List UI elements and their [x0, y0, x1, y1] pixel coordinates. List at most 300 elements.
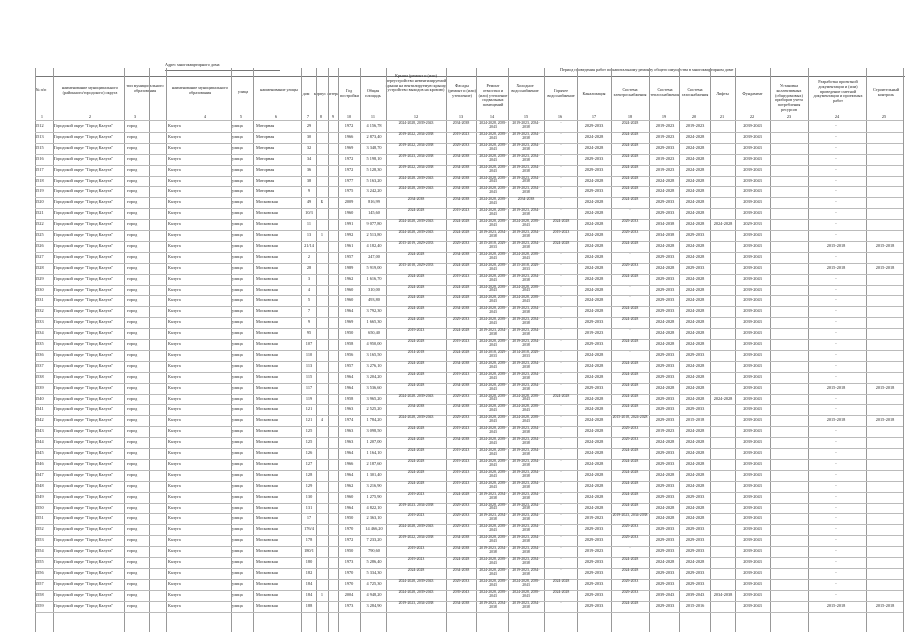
table-cell-n: 1551: [35, 516, 44, 521]
table-cell-r2: 2029-2033: [452, 524, 470, 529]
table-cell-r2: 2029-2033: [452, 502, 470, 507]
table-cell-a: 790,60: [368, 549, 380, 554]
table-cell-t: город: [127, 603, 138, 608]
table-cell-r8: 2019-2023: [655, 134, 675, 139]
table-cell-r7: 2015-2018, 2024-2028: [612, 415, 648, 420]
table-cell-r9: 2015-2016: [685, 603, 705, 608]
table-cell-r11: 2039-2043: [743, 243, 762, 248]
table-cell-h: 184: [305, 581, 313, 586]
table-cell-sn: Московская: [256, 560, 278, 564]
table-cell-mun: Городской округ "Город Калуга": [54, 592, 114, 597]
table-cell-r12: -: [835, 429, 837, 434]
table-cell-r4: 2019-2023, 2034-2038: [512, 306, 540, 315]
table-cell-y: 2004: [344, 592, 354, 597]
table-cell-t: город: [127, 592, 138, 597]
table-cell-sn: Московская: [256, 309, 278, 314]
table-cell-a: 3 276,10: [366, 363, 382, 368]
table-cell-a: 3 165,50: [366, 352, 382, 357]
table-cell-t: город: [127, 581, 138, 586]
table-cell-mun: Городской округ "Город Калуга": [54, 527, 114, 532]
table-cell-r3: 2024-2028, 2039-2043: [479, 567, 507, 576]
table-cell-r7: 2024-2028: [621, 393, 639, 398]
table-cell-r1: 2019-2023: [407, 557, 425, 561]
table-cell-k: 4: [320, 418, 324, 423]
table-cell-r6: 2024-2028: [584, 243, 604, 248]
table-cell-city: Калуга: [168, 440, 181, 445]
table-cell-r4: 2019-2023, 2034-2038: [512, 240, 540, 249]
table-cell-r4: 2019-2023, 2034-2038: [512, 273, 540, 282]
table-row: [0, 601, 905, 612]
table-cell-mun: Городской округ "Город Калуга": [54, 134, 114, 139]
table-cell-r9: 2024-2028: [685, 396, 705, 401]
column-number: 23: [786, 115, 792, 119]
table-cell-st: улица: [232, 429, 243, 434]
column-number: 22: [749, 115, 755, 119]
table-cell-mun: Городской округ "Город Калуга": [54, 243, 114, 248]
table-cell-r4: 2019-2023, 2034-2038: [512, 567, 540, 576]
table-cell-r6: 2029-2033: [584, 320, 604, 325]
table-cell-r3: 2024-2028, 2039-2043: [479, 469, 507, 478]
table-cell-r1: 2024-2028: [407, 480, 425, 485]
table-cell-r7: 2019-2023, 2034-2038: [612, 513, 648, 518]
table-cell-r1: 2019-2023: [407, 546, 425, 551]
table-cell-r2: 2024-2028: [452, 491, 470, 496]
table-cell-n: 1533: [35, 320, 44, 325]
table-cell-a: 310,00: [368, 287, 380, 292]
table-cell-r8: 2029-2033: [655, 418, 675, 423]
table-cell-st: улица: [232, 156, 243, 161]
table-cell-a: 1 275,90: [366, 494, 382, 499]
table-cell-r6: 2024-2028: [584, 233, 604, 237]
table-cell-city: Калуга: [168, 200, 181, 205]
table-cell-r7: -: [629, 546, 631, 551]
table-cell-sn: Московская: [256, 592, 278, 597]
table-cell-city: Калуга: [168, 527, 181, 532]
table-cell-r3: 2024-2028, 2039-2043: [479, 393, 507, 402]
col-header-hot-water: Горячее водоснабжение: [547, 88, 575, 98]
table-row: [0, 372, 905, 383]
col-header-street-name: наименование улицы: [260, 87, 298, 92]
column-number: 25: [881, 115, 887, 119]
table-cell-st: улица: [232, 560, 243, 564]
table-cell-a: 247,00: [368, 254, 380, 259]
table-cell-h: 182: [305, 570, 313, 575]
table-cell-r7: 2029-2033: [621, 589, 639, 594]
table-cell-r6: 2029-2033: [584, 603, 604, 608]
table-cell-h: 131: [305, 505, 313, 510]
table-cell-r13: 2015-2018: [875, 603, 895, 608]
table-cell-city: Калуга: [168, 363, 181, 368]
table-cell-r9: 2019-2023: [685, 124, 705, 128]
table-cell-r8: 2029-2033: [655, 451, 675, 455]
table-cell-t: город: [127, 265, 138, 270]
table-cell-n: 1536: [35, 352, 44, 357]
table-cell-sn: Московская: [256, 287, 278, 292]
table-cell-r11: 2039-2043: [743, 309, 762, 314]
table-cell-mun: Городской округ "Город Калуга": [54, 320, 114, 325]
table-cell-r7: 2024-2028: [621, 164, 639, 169]
table-cell-n: 1525: [35, 233, 44, 237]
table-cell-r4: 2019-2023, 2034-2038: [512, 164, 540, 173]
table-cell-a: 4 156,78: [366, 124, 382, 128]
table-cell-r1: 2024-2028: [407, 208, 425, 213]
table-cell-h: 128: [305, 472, 313, 477]
table-cell-city: Калуга: [168, 505, 181, 510]
table-cell-r2: 2034-2038: [452, 567, 470, 572]
table-cell-y: 1970: [344, 581, 354, 586]
table-cell-r6: 2024-2028: [584, 407, 604, 412]
table-cell-r2: 2034-2038: [452, 546, 470, 551]
table-cell-r2: 2024-2028: [452, 219, 470, 224]
table-cell-mun: Городской округ "Город Калуга": [54, 570, 114, 575]
table-cell-r9: 2024-2028: [685, 461, 705, 466]
table-cell-h: 2: [307, 254, 311, 259]
table-cell-y: 1977: [344, 178, 354, 183]
col-header-meters: Установка коллективных (общедомовых) приборов учета потребления ресурсов: [775, 83, 803, 113]
table-cell-h: 34: [306, 156, 312, 161]
table-cell-r1: 2024-2028: [407, 469, 425, 474]
table-cell-r9: 2024-2028: [685, 167, 705, 172]
table-row: [0, 503, 905, 514]
table-cell-city: Калуга: [168, 265, 181, 270]
table-cell-r12: -: [835, 145, 837, 150]
table-cell-r11: 2029-2033: [743, 222, 762, 227]
table-cell-r5: -: [560, 306, 562, 311]
table-cell-r11: 2039-2043: [743, 440, 762, 445]
table-cell-a: 3 965,20: [366, 396, 382, 401]
table-cell-t: город: [127, 276, 138, 281]
table-cell-n: 1548: [35, 483, 44, 488]
table-cell-r5: 2019-2023: [552, 230, 570, 234]
table-cell-r2: 2024-2028: [452, 262, 470, 267]
table-cell-r9: 2029-2033: [685, 527, 705, 532]
table-cell-sn: Московская: [256, 363, 278, 368]
table-cell-y: 1960: [344, 494, 354, 499]
table-cell-t: город: [127, 124, 138, 128]
table-cell-r12: -: [835, 309, 837, 314]
table-cell-r2: 2034-2038: [452, 175, 470, 180]
table-row: [0, 383, 905, 394]
table-cell-r12: -: [835, 254, 837, 259]
table-cell-r9: 2024-2028: [685, 222, 705, 227]
column-number: 1: [40, 115, 44, 119]
table-cell-r6: 2029-2033: [584, 385, 604, 390]
table-cell-city: Калуга: [168, 560, 181, 564]
table-cell-a: 3 098,50: [366, 429, 382, 434]
table-cell-r12: 2015-2018: [826, 265, 846, 270]
table-row: [0, 404, 905, 415]
table-cell-sn: Московская: [256, 200, 278, 205]
table-cell-y: 1964: [344, 374, 354, 379]
table-row: [0, 241, 905, 252]
table-cell-r3: 2024-2028, 2039-2043: [479, 426, 507, 435]
table-cell-r5: -: [560, 480, 562, 485]
table-cell-r11: 2039-2043: [743, 396, 762, 401]
table-cell-y: 1957: [344, 254, 354, 259]
table-cell-r6: 2024-2028: [584, 483, 604, 488]
table-cell-t: город: [127, 331, 138, 336]
table-cell-r6: 2029-2033: [584, 592, 604, 597]
table-cell-h: 95: [306, 331, 312, 336]
table-cell-r7: 2024-2028: [621, 306, 639, 311]
table-cell-h: 126: [305, 451, 313, 455]
table-cell-st: улица: [232, 516, 243, 521]
table-cell-r9: 2024-2028: [685, 451, 705, 455]
table-cell-y: 1972: [344, 167, 354, 172]
column-number: 14: [489, 115, 495, 119]
table-cell-r11: 2039-2043: [743, 560, 762, 564]
table-cell-y: 1957: [344, 363, 354, 368]
table-cell-n: 1552: [35, 527, 44, 532]
table-cell-n: 1545: [35, 451, 44, 455]
table-cell-n: 1535: [35, 342, 44, 346]
table-cell-y: 1964: [344, 451, 354, 455]
table-cell-st: улица: [232, 581, 243, 586]
table-cell-r11: 2039-2043: [743, 233, 762, 237]
table-cell-r7: 2024-2028: [621, 458, 639, 463]
table-cell-r5: -: [560, 458, 562, 463]
table-cell-r6: 2029-2033: [584, 570, 604, 575]
table-cell-r4: 2024-2028, 2039-2043: [512, 404, 540, 413]
table-cell-t: город: [127, 156, 138, 161]
col-header-electric: Система электроснабжения: [613, 87, 647, 97]
table-cell-r6: 2029-2033: [584, 560, 604, 564]
table-cell-sn: Московская: [256, 265, 278, 270]
table-cell-y: 1966: [344, 461, 354, 466]
table-cell-st: улица: [232, 352, 243, 357]
table-cell-t: город: [127, 385, 138, 390]
table-cell-r1: 2014-2018: [407, 349, 425, 354]
table-cell-r11: 2039-2043: [743, 276, 762, 281]
column-number: 9: [331, 115, 335, 119]
table-cell-y: 2009: [344, 200, 354, 205]
column-number: 5: [239, 115, 243, 119]
table-cell-a: 9 077,80: [366, 222, 382, 227]
table-cell-city: Калуга: [168, 124, 181, 128]
table-cell-r3: 2019-2023, 2034-2038: [479, 328, 507, 337]
table-cell-mun: Городской округ "Город Калуга": [54, 352, 114, 357]
table-cell-st: улица: [232, 592, 243, 597]
table-cell-r8: 2039-2043: [655, 592, 675, 597]
table-cell-y: 1992: [344, 233, 354, 237]
table-cell-st: улица: [232, 233, 243, 237]
table-cell-sn: Моторная: [256, 167, 275, 172]
table-cell-t: город: [127, 472, 138, 477]
table-row: [0, 306, 905, 317]
table-cell-r9: 2024-2028: [685, 472, 705, 477]
table-cell-r5: 2024-2028: [552, 589, 570, 594]
table-cell-city: Калуга: [168, 418, 181, 423]
table-cell-y: 1969: [344, 145, 354, 150]
table-cell-r6: 2024-2028: [584, 298, 604, 303]
table-cell-r3: 2014-2018, 2029-2033: [479, 349, 507, 358]
table-cell-n: 1558: [35, 592, 44, 597]
table-cell-city: Калуга: [168, 233, 181, 237]
table-cell-t: город: [127, 309, 138, 314]
table-cell-r7: -: [629, 284, 631, 289]
table-cell-r7: 2024-2028: [621, 186, 639, 191]
table-cell-r12: -: [835, 320, 837, 325]
table-cell-y: 1950: [344, 516, 354, 521]
table-cell-t: город: [127, 363, 138, 368]
table-cell-r4: 2019-2023, 2034-2038: [512, 491, 540, 500]
table-cell-mun: Городской округ "Город Калуга": [54, 200, 114, 205]
table-cell-st: улица: [232, 189, 243, 194]
group-label-address: Адрес многоквартирного дома: [165, 62, 220, 67]
table-cell-r9: 2024-2028: [685, 309, 705, 314]
table-cell-a: 145,60: [368, 211, 380, 216]
table-cell-r2: 2034-2038: [452, 121, 470, 125]
table-cell-r4: 2019-2023, 2034-2038: [512, 469, 540, 478]
table-cell-h: 10/3: [305, 211, 313, 216]
table-cell-r12: -: [835, 331, 837, 336]
table-cell-r6: 2024-2028: [584, 265, 604, 270]
table-row: [0, 295, 905, 306]
table-cell-mun: Городской округ "Город Калуга": [54, 494, 114, 499]
table-cell-a: 1 665,30: [366, 320, 382, 325]
table-cell-r3: 2024-2028, 2039-2043: [479, 339, 507, 347]
table-cell-r1: 2034-2038: [407, 197, 425, 202]
table-row: [0, 590, 905, 601]
table-cell-st: улица: [232, 549, 243, 554]
col-header-num: № п/п: [35, 87, 47, 92]
table-cell-r9: 2024-2028: [685, 287, 705, 292]
table-cell-r3: 2024-2028, 2039-2043: [479, 502, 507, 511]
table-cell-r11: 2039-2043: [743, 538, 762, 543]
table-cell-r5: -: [560, 360, 562, 365]
table-cell-sn: Московская: [256, 396, 278, 401]
table-cell-n: 1553: [35, 538, 44, 543]
table-cell-r12: 2015-2018: [826, 385, 846, 390]
table-cell-y: 1966: [344, 134, 354, 139]
column-number: 11: [370, 115, 376, 119]
table-cell-sn: Московская: [256, 429, 278, 434]
table-cell-city: Калуга: [168, 570, 181, 575]
table-cell-h: 17: [306, 516, 312, 521]
table-cell-a: 2 513,80: [366, 233, 382, 237]
table-cell-t: город: [127, 145, 138, 150]
table-cell-a: 5 919,00: [366, 265, 382, 270]
table-cell-sn: Московская: [256, 570, 278, 575]
table-cell-h: 125: [305, 440, 313, 445]
table-cell-r2: 2039-2043: [452, 589, 470, 594]
table-cell-r9: 2029-2033: [685, 265, 705, 270]
table-cell-r9: 2024-2028: [685, 189, 705, 194]
table-row: [0, 568, 905, 579]
table-cell-r5: -: [560, 295, 562, 300]
column-number: 17: [591, 115, 597, 119]
table-cell-r1: 2024-2028: [407, 382, 425, 387]
table-cell-a: 4 948,20: [366, 592, 382, 597]
table-cell-r3: 2019-2023, 2034-2038: [479, 491, 507, 500]
table-cell-r8: 2024-2028: [655, 440, 675, 445]
table-row: [0, 481, 905, 492]
table-cell-r6: 2024-2028: [584, 451, 604, 455]
table-cell-r3: 2024-2028, 2039-2043: [479, 219, 507, 228]
table-cell-r11: 2039-2043: [743, 265, 762, 270]
table-cell-st: улица: [232, 527, 243, 532]
table-cell-h: 130: [305, 494, 313, 499]
table-cell-a: 4 950,00: [366, 342, 382, 346]
table-cell-t: город: [127, 549, 138, 554]
table-cell-t: город: [127, 287, 138, 292]
table-cell-r11: 2039-2043: [743, 178, 762, 183]
table-cell-r12: -: [835, 276, 837, 281]
table-cell-r3: 2024-2028, 2039-2043: [479, 251, 507, 260]
table-cell-h: 178: [305, 538, 313, 543]
table-cell-n: 1547: [35, 472, 44, 477]
table-cell-r2: 2034-2038: [452, 535, 470, 540]
table-cell-r1: 2019-2022, 2034-2038: [398, 131, 434, 136]
table-cell-sn: Московская: [256, 222, 278, 227]
table-row: [0, 437, 905, 448]
table-cell-r4: 2024-2028, 2039-2043: [512, 219, 540, 228]
table-cell-r9: 2024-2028: [685, 505, 705, 510]
table-cell-r5: -: [560, 557, 562, 561]
row-separator: [35, 612, 903, 613]
table-cell-city: Калуга: [168, 287, 181, 292]
table-cell-r9: 2029-2033: [685, 570, 705, 575]
table-cell-n: 1538: [35, 374, 44, 379]
table-cell-r4: 2019-2023, 2034-2038: [512, 230, 540, 238]
column-number: 16: [557, 115, 563, 119]
table-cell-city: Калуга: [168, 331, 181, 336]
table-cell-r7: 2024-2028: [621, 175, 639, 180]
table-cell-mun: Городской округ "Город Калуга": [54, 276, 114, 281]
table-cell-y: 1960: [344, 211, 354, 216]
table-cell-sn: Московская: [256, 211, 278, 216]
table-cell-r1: 2024-2028: [407, 284, 425, 289]
table-cell-a: 493,80: [368, 298, 380, 303]
table-cell-r12: -: [835, 538, 837, 543]
table-cell-r12: -: [835, 570, 837, 575]
table-cell-sn: Московская: [256, 320, 278, 325]
table-cell-y: 1975: [344, 189, 354, 194]
table-cell-r12: -: [835, 200, 837, 205]
table-cell-st: улица: [232, 243, 243, 248]
table-cell-r4: 2019-2023, 2034-2038: [512, 382, 540, 391]
table-cell-r2: 2019-2023: [452, 371, 470, 376]
table-cell-r3: 2024-2028, 2039-2043: [479, 262, 507, 271]
table-cell-n: 1531: [35, 298, 44, 303]
table-cell-r8: 2034-2038: [655, 233, 675, 237]
table-cell-r11: 2039-2043: [743, 516, 762, 521]
table-cell-a: 2 363,10: [366, 516, 382, 521]
table-cell-r2: 2034-2038: [452, 437, 470, 442]
table-cell-a: 2 873,40: [366, 134, 382, 139]
table-cell-n: 1517: [35, 167, 44, 172]
table-cell-r3: 2024-2028, 2039-2043: [479, 524, 507, 533]
table-cell-r9: 2024-2028: [685, 516, 705, 521]
table-cell-r8: 2029-2033: [655, 363, 675, 368]
table-cell-r9: 2024-2028: [685, 276, 705, 281]
table-cell-r5: -: [560, 175, 562, 180]
table-cell-r3: 2024-2028, 2039-2043: [479, 208, 507, 217]
table-cell-r1: 2019-2023: [407, 513, 425, 518]
table-cell-r3: 2024-2028, 2039-2043: [479, 578, 507, 587]
table-cell-r4: 2019-2023, 2034-2038: [512, 600, 540, 609]
table-cell-a: 3 792,30: [366, 309, 382, 314]
table-cell-sn: Московская: [256, 505, 278, 510]
table-cell-h: 127: [305, 461, 313, 466]
table-cell-a: 3 284,90: [366, 603, 382, 608]
table-cell-r1: 2024-2028: [407, 437, 425, 442]
table-cell-r3: 2024-2028, 2039-2043: [479, 284, 507, 293]
table-cell-r2: 2019-2023: [452, 448, 470, 452]
table-cell-r13: 2015-2018: [875, 385, 895, 390]
table-cell-n: 1550: [35, 505, 44, 510]
table-cell-r3: 2024-2028, 2039-2043: [479, 197, 507, 206]
